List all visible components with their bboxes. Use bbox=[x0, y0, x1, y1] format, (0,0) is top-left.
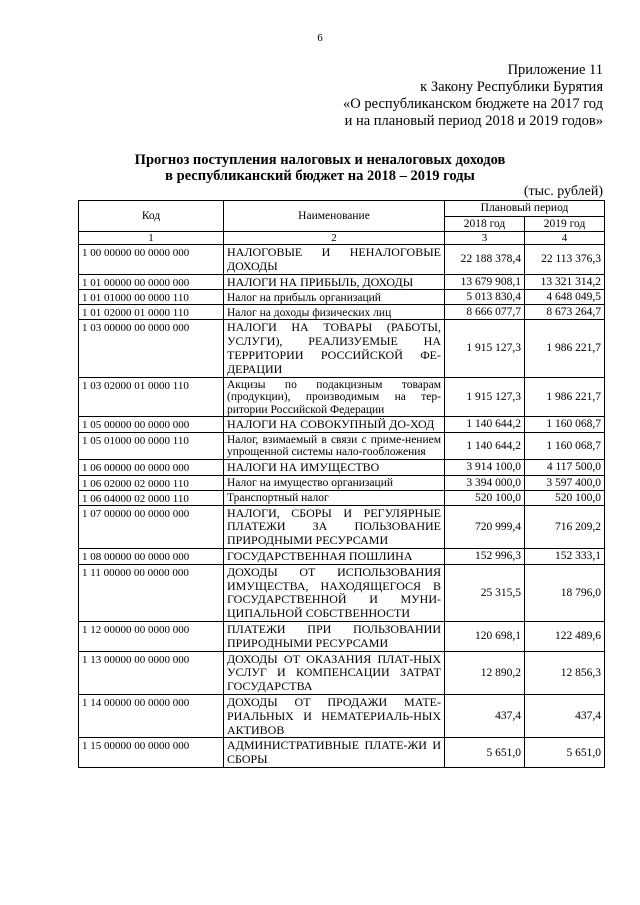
row-value-2019: 13 321 314,2 bbox=[525, 274, 605, 290]
row-code: 1 01 02000 01 0000 110 bbox=[79, 305, 224, 320]
table-body bbox=[79, 245, 605, 768]
annex-block bbox=[343, 62, 603, 130]
table-row bbox=[79, 417, 605, 433]
row-value-2018: 152 996,3 bbox=[445, 549, 525, 565]
row-name: Налог на доходы физических лиц bbox=[224, 305, 445, 320]
row-name: ДОХОДЫ ОТ ПРОДАЖИ МАТЕ-РИАЛЬНЫХ И НЕМАТЕРИАЛЬ-НЫХ АКТИВОВ bbox=[224, 695, 445, 738]
row-code: 1 03 00000 00 0000 000 bbox=[79, 320, 224, 377]
header-year-2019: 2019 год bbox=[525, 216, 605, 232]
header-planned-period: Плановый период bbox=[445, 201, 605, 217]
table-row bbox=[79, 432, 605, 459]
table-row bbox=[79, 564, 605, 621]
row-name: Акцизы по подакцизным товарам (продукции), производимым на тер-ритории Российской Федерации bbox=[224, 377, 445, 417]
row-name: НАЛОГИ НА СОВОКУПНЫЙ ДО-ХОД bbox=[224, 417, 445, 433]
row-name: НАЛОГИ НА ПРИБЫЛЬ, ДОХОДЫ bbox=[224, 274, 445, 290]
row-code: 1 13 00000 00 0000 000 bbox=[79, 651, 224, 694]
row-value-2019: 8 673 264,7 bbox=[525, 305, 605, 320]
row-code: 1 12 00000 00 0000 000 bbox=[79, 622, 224, 652]
table-row bbox=[79, 549, 605, 565]
row-code: 1 06 02000 02 0000 110 bbox=[79, 475, 224, 490]
row-code: 1 06 04000 02 0000 110 bbox=[79, 490, 224, 505]
column-index: 1 bbox=[79, 232, 224, 245]
row-name: Транспортный налог bbox=[224, 490, 445, 505]
table-row bbox=[79, 490, 605, 505]
row-code: 1 11 00000 00 0000 000 bbox=[79, 564, 224, 621]
row-code: 1 03 02000 01 0000 110 bbox=[79, 377, 224, 417]
row-value-2019: 437,4 bbox=[525, 695, 605, 738]
header-name: Наименование bbox=[224, 201, 445, 232]
row-name: ГОСУДАРСТВЕННАЯ ПОШЛИНА bbox=[224, 549, 445, 565]
row-name: Налог на имущество организаций bbox=[224, 475, 445, 490]
row-value-2019: 4 117 500,0 bbox=[525, 459, 605, 475]
table-row bbox=[79, 245, 605, 275]
row-value-2019: 1 986 221,7 bbox=[525, 377, 605, 417]
row-name: Налог на прибыль организаций bbox=[224, 290, 445, 305]
row-value-2018: 8 666 077,7 bbox=[445, 305, 525, 320]
row-value-2018: 1 140 644,2 bbox=[445, 432, 525, 459]
column-index: 2 bbox=[224, 232, 445, 245]
row-code: 1 15 00000 00 0000 000 bbox=[79, 738, 224, 768]
document-title bbox=[0, 152, 640, 184]
row-name: ДОХОДЫ ОТ ИСПОЛЬЗОВАНИЯ ИМУЩЕСТВА, НАХОДЯЩЕГОСЯ В ГОСУДАРСТВЕННОЙ И МУНИ-ЦИПАЛЬНОЙ СОБСТВЕННОСТИ bbox=[224, 564, 445, 621]
title-line-1: Прогноз поступления налоговых и неналоговых доходов bbox=[134, 152, 506, 168]
table-row bbox=[79, 505, 605, 548]
header-code: Код bbox=[79, 201, 224, 232]
table-row bbox=[79, 305, 605, 320]
table-row bbox=[79, 475, 605, 490]
row-value-2019: 716 209,2 bbox=[525, 505, 605, 548]
annex-line-4: и на плановый период 2018 и 2019 годов» bbox=[344, 113, 603, 129]
row-value-2018: 3 914 100,0 bbox=[445, 459, 525, 475]
row-value-2018: 12 890,2 bbox=[445, 651, 525, 694]
row-value-2019: 5 651,0 bbox=[525, 738, 605, 768]
table-row bbox=[79, 320, 605, 377]
row-value-2019: 18 796,0 bbox=[525, 564, 605, 621]
row-code: 1 06 00000 00 0000 000 bbox=[79, 459, 224, 475]
annex-line-2: к Закону Республики Бурятия bbox=[420, 79, 603, 95]
row-code: 1 14 00000 00 0000 000 bbox=[79, 695, 224, 738]
page-number: 6 bbox=[317, 32, 323, 44]
row-value-2019: 152 333,1 bbox=[525, 549, 605, 565]
row-value-2019: 22 113 376,3 bbox=[525, 245, 605, 275]
row-value-2018: 720 999,4 bbox=[445, 505, 525, 548]
row-value-2018: 120 698,1 bbox=[445, 622, 525, 652]
revenue-table bbox=[78, 200, 605, 768]
row-name: НАЛОГИ НА ТОВАРЫ (РАБОТЫ, УСЛУГИ), РЕАЛИЗУЕМЫЕ НА ТЕРРИТОРИИ РОССИЙСКОЙ ФЕ-ДЕРАЦИИ bbox=[224, 320, 445, 377]
row-name: ПЛАТЕЖИ ПРИ ПОЛЬЗОВАНИИ ПРИРОДНЫМИ РЕСУРСАМИ bbox=[224, 622, 445, 652]
row-value-2018: 3 394 000,0 bbox=[445, 475, 525, 490]
annex-line-1: Приложение 11 bbox=[507, 62, 603, 78]
row-name: АДМИНИСТРАТИВНЫЕ ПЛАТЕ-ЖИ И СБОРЫ bbox=[224, 738, 445, 768]
row-code: 1 05 00000 00 0000 000 bbox=[79, 417, 224, 433]
row-value-2018: 25 315,5 bbox=[445, 564, 525, 621]
row-value-2018: 5 013 830,4 bbox=[445, 290, 525, 305]
row-value-2019: 1 986 221,7 bbox=[525, 320, 605, 377]
row-name: НАЛОГИ, СБОРЫ И РЕГУЛЯРНЫЕ ПЛАТЕЖИ ЗА ПОЛЬЗОВАНИЕ ПРИРОДНЫМИ РЕСУРСАМИ bbox=[224, 505, 445, 548]
table-row bbox=[79, 377, 605, 417]
row-value-2018: 22 188 378,4 bbox=[445, 245, 525, 275]
row-value-2018: 1 915 127,3 bbox=[445, 320, 525, 377]
table-row bbox=[79, 651, 605, 694]
table-row bbox=[79, 274, 605, 290]
row-value-2019: 1 160 068,7 bbox=[525, 432, 605, 459]
row-code: 1 05 01000 00 0000 110 bbox=[79, 432, 224, 459]
table-row bbox=[79, 738, 605, 768]
row-name: НАЛОГОВЫЕ И НЕНАЛОГОВЫЕ ДОХОДЫ bbox=[224, 245, 445, 275]
row-name: ДОХОДЫ ОТ ОКАЗАНИЯ ПЛАТ-НЫХ УСЛУГ И КОМПЕНСАЦИИ ЗАТРАТ ГОСУДАРСТВА bbox=[224, 651, 445, 694]
row-value-2019: 4 648 049,5 bbox=[525, 290, 605, 305]
header-year-2018: 2018 год bbox=[445, 216, 525, 232]
table-row bbox=[79, 290, 605, 305]
row-value-2018: 1 915 127,3 bbox=[445, 377, 525, 417]
row-code: 1 01 00000 00 0000 000 bbox=[79, 274, 224, 290]
row-value-2019: 1 160 068,7 bbox=[525, 417, 605, 433]
row-code: 1 07 00000 00 0000 000 bbox=[79, 505, 224, 548]
title-line-2: в республиканский бюджет на 2018 – 2019 годы bbox=[165, 168, 475, 184]
units-label: (тыс. рублей) bbox=[523, 184, 603, 199]
row-code: 1 01 01000 00 0000 110 bbox=[79, 290, 224, 305]
row-value-2018: 1 140 644,2 bbox=[445, 417, 525, 433]
row-value-2019: 520 100,0 bbox=[525, 490, 605, 505]
row-code: 1 00 00000 00 0000 000 bbox=[79, 245, 224, 275]
column-index: 3 bbox=[445, 232, 525, 245]
row-code: 1 08 00000 00 0000 000 bbox=[79, 549, 224, 565]
row-value-2019: 3 597 400,0 bbox=[525, 475, 605, 490]
row-value-2018: 13 679 908,1 bbox=[445, 274, 525, 290]
column-index: 4 bbox=[525, 232, 605, 245]
table-row bbox=[79, 695, 605, 738]
row-value-2019: 122 489,6 bbox=[525, 622, 605, 652]
row-value-2018: 5 651,0 bbox=[445, 738, 525, 768]
row-value-2019: 12 856,3 bbox=[525, 651, 605, 694]
row-name: НАЛОГИ НА ИМУЩЕСТВО bbox=[224, 459, 445, 475]
row-name: Налог, взимаемый в связи с приме-нением упрощенной системы нало-гообложения bbox=[224, 432, 445, 459]
table-row bbox=[79, 622, 605, 652]
row-value-2018: 520 100,0 bbox=[445, 490, 525, 505]
annex-line-3: «О республиканском бюджете на 2017 год bbox=[343, 96, 603, 112]
row-value-2018: 437,4 bbox=[445, 695, 525, 738]
table-row bbox=[79, 459, 605, 475]
